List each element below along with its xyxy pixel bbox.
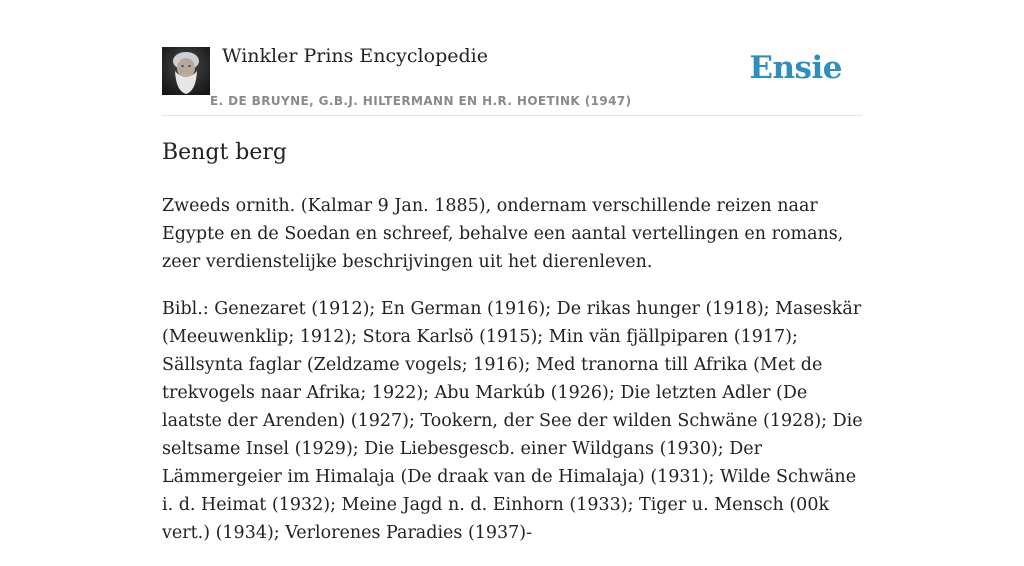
entry-content [162, 192, 866, 566]
authors-credit: E. DE BRUYNE, G.B.J. HILTERMANN EN H.R. HOETINK (1947) [210, 94, 632, 108]
entry-paragraph: Zweeds ornith. (Kalmar 9 Jan. 1885), ondernam verschillende reizen naar Egypte en de Soedan en schreef, behalve een aantal vertellingen en romans, zeer verdienstelijke beschrijvingen uit het dierenleven. [162, 196, 844, 272]
author-avatar[interactable] [162, 47, 210, 95]
entry-title: Bengt berg [162, 140, 287, 165]
site-title[interactable]: Winkler Prins Encyclopedie [222, 45, 488, 67]
bibliography-paragraph: Bibl.: Genezaret (1912); En German (1916); De rikas hunger (1918); Maseskär (Meeuwenklip; 1912); Stora Karlsö (1915); Min vän fjällpiparen (1917); Sällsynta faglar (Zeldzame vogels; 1916); Med tranorna till Afrika (Met de trekvogels naar Afrika; 1922); Abu Markúb (1926); Die letzten Adler (De laatste der Arenden) (1927); Tookern, der See der wilden Schwäne (1928); Die seltsame Insel (1929); Die Liebesgescb. einer Wildgans (1930); Der Lämmergeier im Himalaja (De draak van de Himalaja) (1931); Wilde Schwäne i. d. Heimat (1932); Meine Jagd n. d. Einhorn (1933); Tiger u. Mensch (00k vert.) (1934); Verlorenes Paradies (1937)- [162, 299, 863, 543]
site-header [162, 0, 862, 116]
brand-logo[interactable]: Ensie [749, 50, 842, 86]
portrait-image [162, 47, 210, 95]
